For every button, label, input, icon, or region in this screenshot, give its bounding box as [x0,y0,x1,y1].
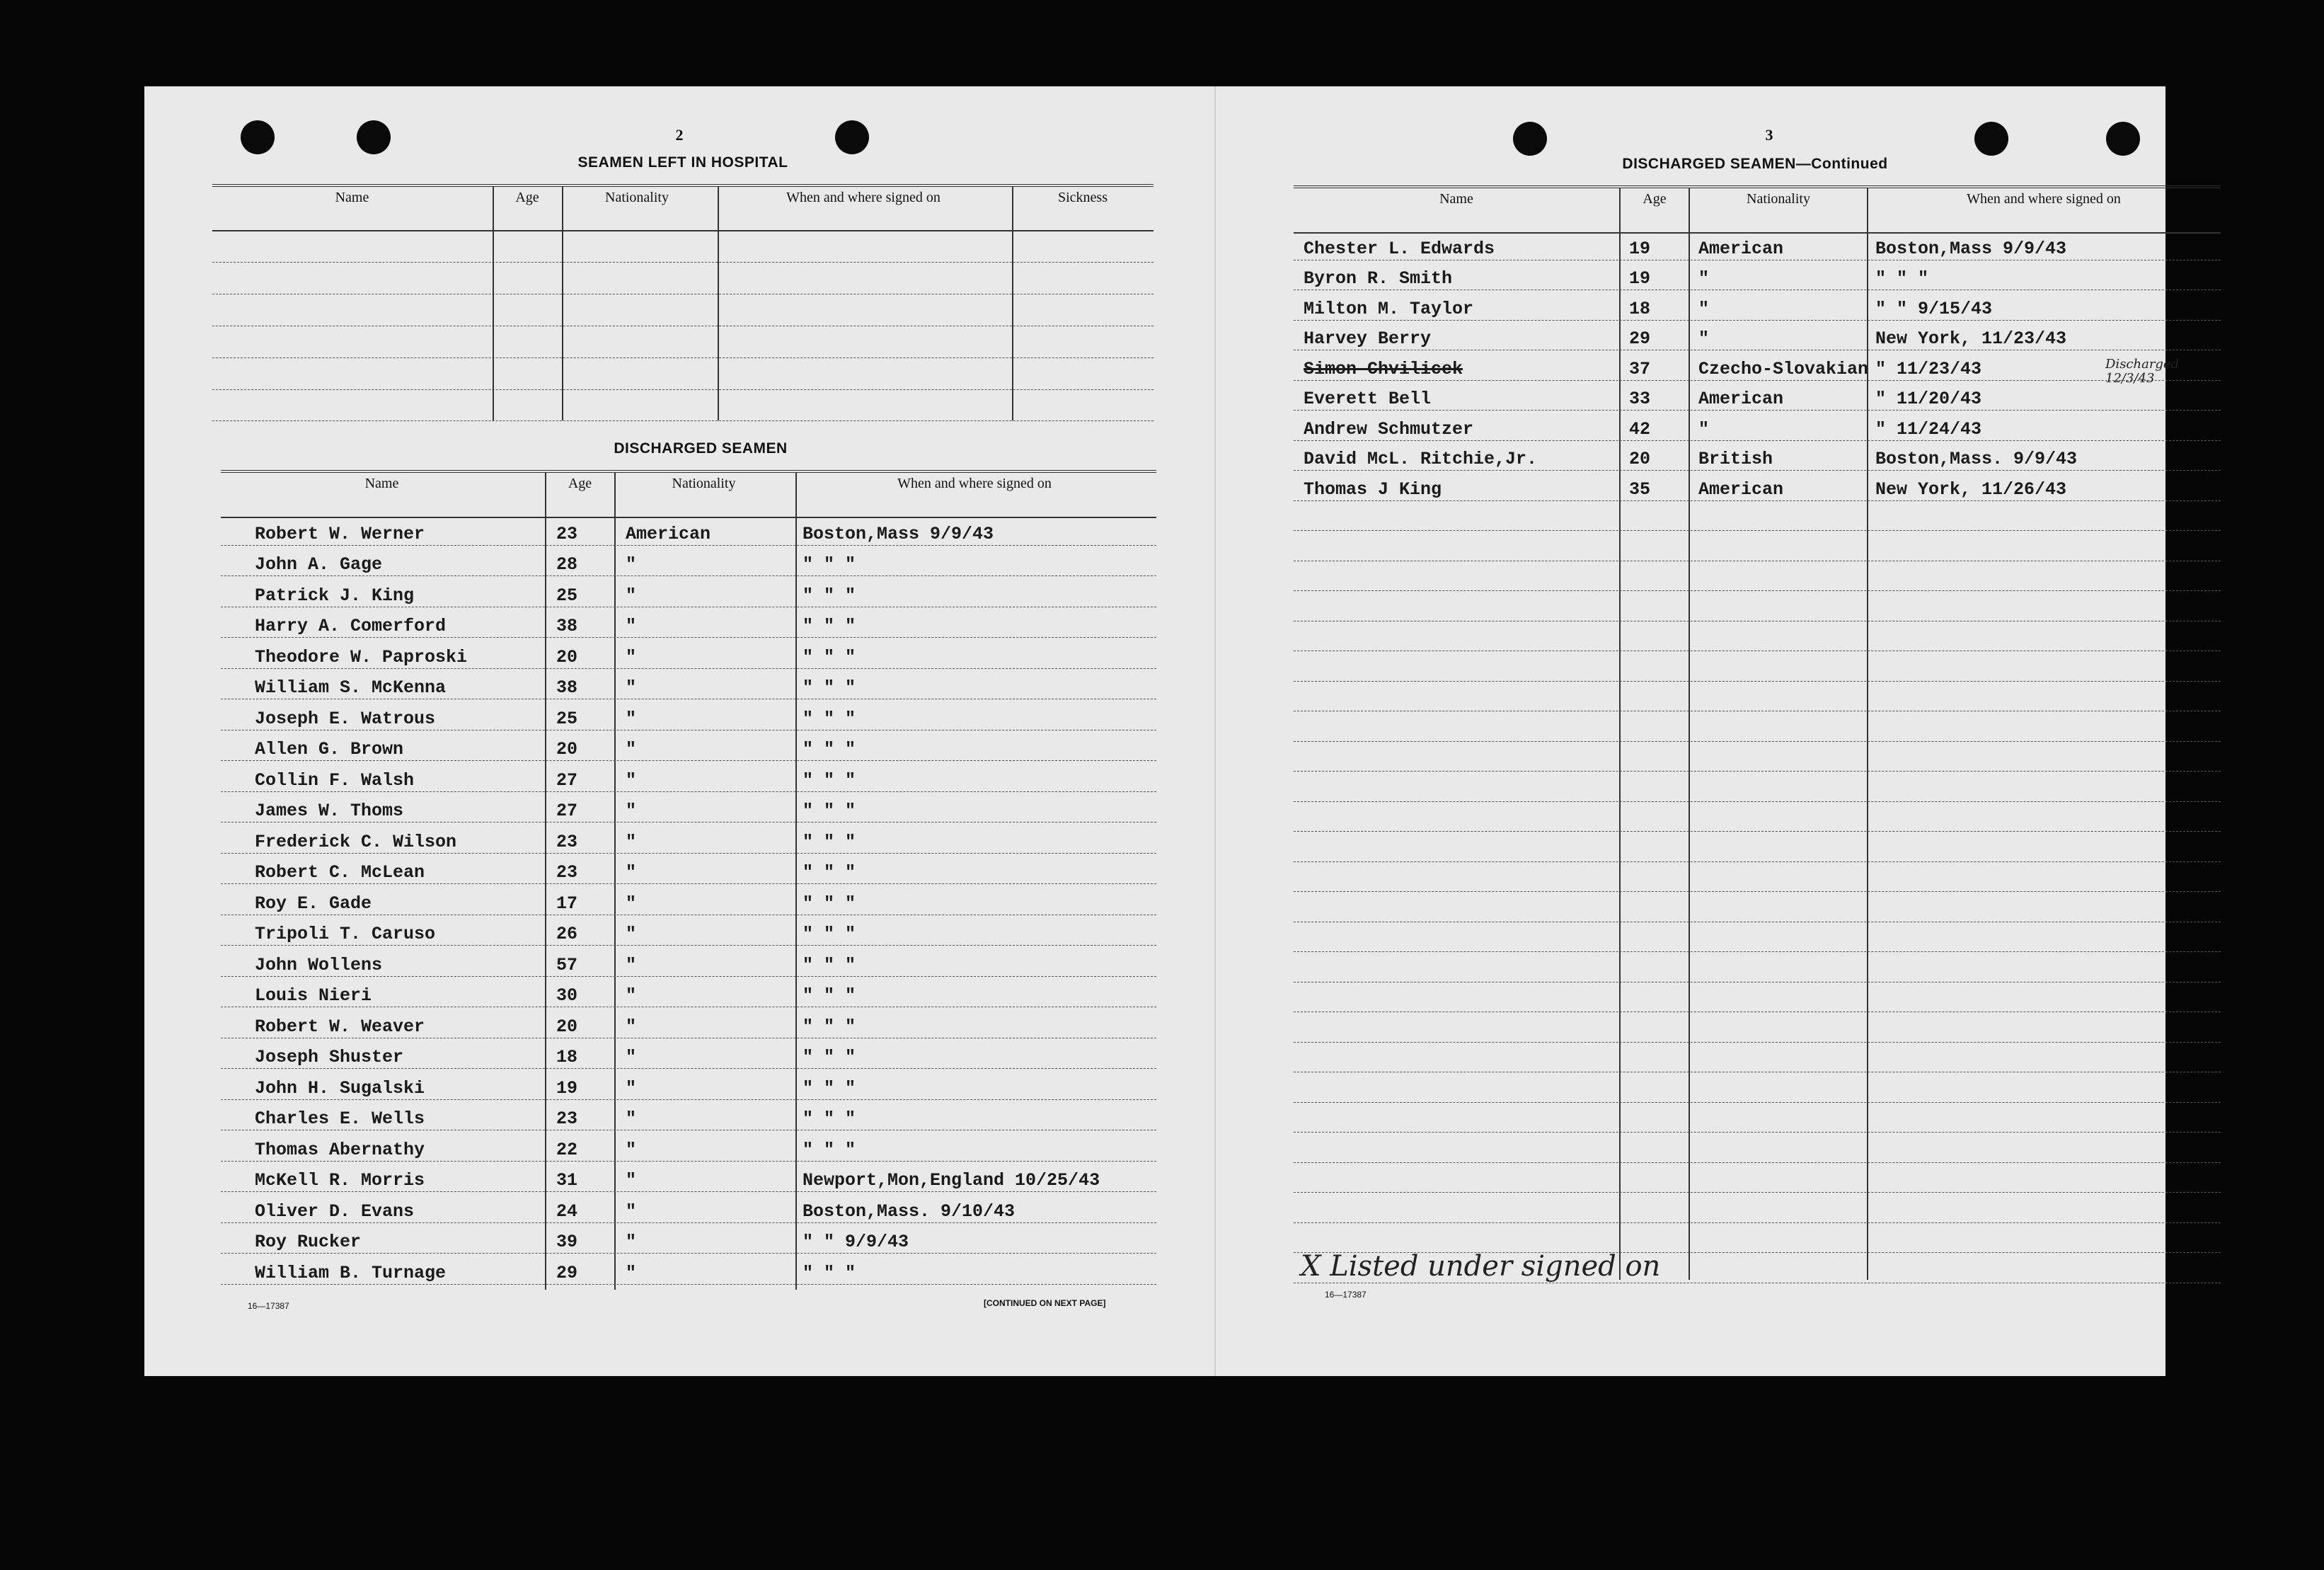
cell-age: 42 [1629,418,1651,440]
cell-signed-on: " " " [803,831,856,852]
row-rule [221,976,1156,977]
row-rule [221,883,1156,884]
punch-hole [2106,122,2140,156]
cell-signed-on: " " " [1875,268,1929,289]
cell-nationality: " [626,1201,637,1222]
cell-name: John A. Gage [255,554,383,575]
cell-age: 39 [556,1232,578,1252]
cell-name: Robert W. Weaver [255,1016,425,1037]
row-rule [1294,1162,2221,1163]
punch-hole [1974,122,2008,156]
cell-age: 28 [556,554,578,575]
cell-age: 31 [556,1170,578,1191]
cell-name: Frederick C. Wilson [255,831,457,852]
cell-nationality: " [626,1047,637,1067]
cell-age: 20 [556,739,578,760]
cell-signed-on: " " 9/15/43 [1875,298,1993,319]
cell-age: 38 [556,616,578,636]
cell-signed-on: " " " [803,677,856,698]
column-rule [795,473,797,1290]
cell-age: 23 [556,862,578,883]
cell-age: 27 [556,769,578,791]
page-number-right: 3 [1765,126,1773,144]
cell-age: 19 [556,1077,578,1099]
row-rule [1294,1222,2221,1223]
cell-age: 17 [556,893,578,914]
cell-nationality: American [626,523,711,544]
discharged-continued-title: DISCHARGED SEAMEN—Continued [1622,156,1888,172]
cell-name: Allen G. Brown [255,739,404,760]
row-rule [1294,741,2221,742]
cell-name: Byron R. Smith [1304,268,1453,289]
cell-nationality: " [626,1139,637,1160]
cell-nationality: British [1698,449,1773,469]
cell-signed-on: Newport,Mon,England 10/25/43 [803,1170,1100,1191]
cell-age: 37 [1629,358,1651,379]
form-number: 16—17387 [1325,1290,1367,1300]
column-rule [562,187,563,420]
punch-hole [357,120,391,154]
row-rule [1294,1132,2221,1133]
column-header: Name [335,190,369,205]
cell-name: Thomas Abernathy [255,1139,425,1160]
cell-age: 20 [1629,449,1651,469]
row-rule [221,668,1156,669]
hospital-table [212,184,1154,422]
cell-signed-on: " " " [803,646,856,667]
cell-nationality: American [1698,479,1784,500]
cell-signed-on: " " " [803,893,856,914]
cell-age: 19 [1629,238,1651,259]
row-rule [1294,500,2221,501]
continued-note: [CONTINUED ON NEXT PAGE] [984,1298,1106,1308]
cell-signed-on: " " " [803,554,856,575]
cell-signed-on: " 11/24/43 [1875,418,1982,440]
row-rule [1294,861,2221,862]
cell-signed-on: " 11/20/43 [1875,389,1982,409]
cell-nationality: " [626,1016,637,1037]
cell-signed-on: " " " [803,924,856,944]
cell-signed-on: " " " [803,708,856,729]
cell-nationality: " [626,801,637,821]
row-rule [1294,681,2221,682]
hospital-title: SEAMEN LEFT IN HOSPITAL [577,154,788,171]
row-rule [1294,530,2221,531]
cell-signed-on: Boston,Mass 9/9/43 [803,523,994,544]
cell-name: Joseph Shuster [255,1047,404,1067]
cell-name: Thomas J King [1304,479,1442,500]
cell-age: 23 [556,1108,578,1129]
cell-name: John Wollens [255,954,383,975]
cell-signed-on: " " " [803,1077,856,1099]
cell-signed-on: " " " [803,769,856,791]
table-top-rule [221,470,1156,473]
cell-age: 20 [556,1016,578,1037]
column-header: Sickness [1058,190,1108,205]
cell-nationality: " [626,924,637,944]
row-rule [1294,590,2221,591]
cell-nationality: " [626,862,637,883]
cell-nationality: " [626,831,637,852]
cell-signed-on: " " " [803,739,856,760]
cell-name: William B. Turnage [255,1262,447,1283]
cell-signed-on: Boston,Mass 9/9/43 [1875,238,2067,259]
cell-name: Andrew Schmutzer [1304,418,1474,440]
cell-nationality: " [626,708,637,729]
row-rule [221,575,1156,576]
row-rule [221,1068,1156,1069]
column-rule [1619,188,1621,1280]
row-rule [1294,380,2221,381]
cell-age: 29 [1629,328,1651,349]
cell-age: 24 [556,1201,578,1222]
row-rule [1294,320,2221,321]
cell-age: 26 [556,924,578,944]
cell-nationality: " [1698,328,1710,349]
cell-name: McKell R. Morris [255,1170,425,1191]
cell-age: 25 [556,585,578,606]
cell-name: Robert W. Werner [255,523,425,544]
column-header: Name [1439,191,1473,207]
row-rule [221,1222,1156,1223]
cell-name: John H. Sugalski [255,1077,425,1099]
cell-age: 33 [1629,389,1651,409]
cell-age: 27 [556,801,578,821]
row-rule [1294,771,2221,772]
column-header: Age [568,476,592,491]
cell-signed-on: " 11/23/43 [1875,358,1982,379]
punch-hole [1513,122,1547,156]
cell-signed-on: Boston,Mass. 9/9/43 [1875,449,2078,469]
punch-hole [835,120,869,154]
cell-signed-on: " " " [803,862,856,883]
cell-name: Robert C. McLean [255,862,425,883]
cell-name: Chester L. Edwards [1304,238,1495,259]
cell-signed-on: " " " [803,1047,856,1067]
cell-nationality: " [626,1262,637,1283]
cell-signed-on: New York, 11/23/43 [1875,328,2067,349]
cell-name: William S. McKenna [255,677,447,698]
cell-name: Simon Chvilicek [1304,358,1463,379]
row-rule [221,853,1156,854]
row-rule [1294,951,2221,952]
cell-nationality: " [626,646,637,667]
cell-signed-on: " " " [803,1108,856,1129]
cell-name: Joseph E. Watrous [255,708,436,729]
column-header: When and where signed on [1967,191,2121,207]
cell-signed-on: " " " [803,1262,856,1283]
column-rule [614,473,616,1290]
cell-name: Roy E. Gade [255,893,372,914]
row-rule [1294,891,2221,892]
cell-name: Harvey Berry [1304,328,1432,349]
cell-name: Everett Bell [1304,389,1432,409]
cell-age: 29 [556,1262,578,1283]
cell-nationality: " [626,554,637,575]
form-number: 16—17387 [248,1301,289,1311]
row-rule [221,637,1156,638]
cell-age: 25 [556,708,578,729]
row-rule [221,1253,1156,1254]
header-rule [1294,232,2221,234]
row-rule [221,760,1156,761]
column-header: When and where signed on [786,190,940,205]
column-header: Age [515,190,539,205]
cell-nationality: " [626,585,637,606]
cell-age: 38 [556,677,578,698]
column-header: Nationality [1747,191,1810,207]
page-fold [1214,86,1216,1376]
row-rule [221,1284,1156,1285]
cell-nationality: " [626,1232,637,1252]
column-rule [1689,188,1690,1280]
cell-nationality: American [1698,389,1784,409]
column-header: When and where signed on [897,476,1052,491]
cell-signed-on: " " " [803,801,856,821]
cell-age: 35 [1629,479,1651,500]
column-rule [1867,188,1868,1280]
cell-signed-on: Boston,Mass. 9/10/43 [803,1201,1016,1222]
cell-name: Oliver D. Evans [255,1201,415,1222]
row-rule [1294,801,2221,802]
handwritten-discharged-note: Discharged 12/3/43 [2105,357,2180,386]
table-top-rule [1294,185,2221,188]
cell-name: Theodore W. Paproski [255,646,468,667]
cell-age: 23 [556,831,578,852]
handwritten-footnote: X Listed under signed on [1301,1250,1661,1283]
column-header: Nationality [605,190,669,205]
cell-age: 20 [556,646,578,667]
cell-nationality: " [1698,418,1710,440]
row-rule [212,420,1154,421]
cell-age: 18 [1629,298,1651,319]
cell-nationality: American [1698,238,1784,259]
row-rule [1294,831,2221,832]
column-header: Age [1643,191,1667,207]
header-rule [221,517,1156,518]
cell-age: 23 [556,523,578,544]
cell-name: Roy Rucker [255,1232,362,1252]
punch-hole [241,120,275,154]
row-rule [221,1161,1156,1162]
discharged-title: DISCHARGED SEAMEN [614,440,788,457]
cell-age: 19 [1629,268,1651,289]
row-rule [221,945,1156,946]
cell-signed-on: " " 9/9/43 [803,1232,909,1252]
row-rule [221,822,1156,823]
cell-name: Charles E. Wells [255,1108,425,1129]
column-header: Name [364,476,399,491]
column-header: Nationality [672,476,736,491]
cell-name: Patrick J. King [255,585,415,606]
cell-nationality: Czecho-Slovakian [1698,358,1869,379]
cell-signed-on: " " " [803,1016,856,1037]
column-rule [493,187,494,420]
cell-nationality: " [626,739,637,760]
cell-nationality: " [626,769,637,791]
row-rule [221,1191,1156,1192]
cell-signed-on: " " " [803,954,856,975]
cell-age: 30 [556,985,578,1006]
row-rule [221,791,1156,792]
cell-nationality: " [1698,298,1710,319]
cell-nationality: " [626,893,637,914]
cell-age: 57 [556,954,578,975]
cell-name: James W. Thoms [255,801,404,821]
cell-signed-on: " " " [803,585,856,606]
cell-nationality: " [626,1170,637,1191]
discharged-continued-table [1294,185,2221,1281]
cell-nationality: " [626,616,637,636]
cell-nationality: " [626,677,637,698]
row-rule [1294,410,2221,411]
cell-name: Harry A. Comerford [255,616,447,636]
cell-nationality: " [626,1108,637,1129]
cell-age: 22 [556,1139,578,1160]
cell-name: Collin F. Walsh [255,769,415,791]
cell-signed-on: New York, 11/26/43 [1875,479,2067,500]
cell-age: 18 [556,1047,578,1067]
cell-signed-on: " " " [803,985,856,1006]
row-rule [1294,1042,2221,1043]
cell-name: David McL. Ritchie,Jr. [1304,449,1538,469]
cell-nationality: " [626,954,637,975]
cell-name: Milton M. Taylor [1304,298,1474,319]
discharged-table [221,470,1156,1291]
row-rule [1294,440,2221,441]
row-rule [221,545,1156,546]
cell-name: Tripoli T. Caruso [255,924,436,944]
cell-signed-on: " " " [803,1139,856,1160]
row-rule [1294,1192,2221,1193]
cell-nationality: " [626,985,637,1006]
page-number-left: 2 [675,126,684,144]
column-rule [545,473,546,1290]
row-rule [1294,470,2221,471]
column-rule [1012,187,1013,420]
cell-signed-on: " " " [803,616,856,636]
row-rule [221,1099,1156,1100]
cell-nationality: " [1698,268,1710,289]
cell-nationality: " [626,1077,637,1099]
column-rule [718,187,719,420]
row-rule [1294,1102,2221,1103]
cell-name: Louis Nieri [255,985,372,1006]
